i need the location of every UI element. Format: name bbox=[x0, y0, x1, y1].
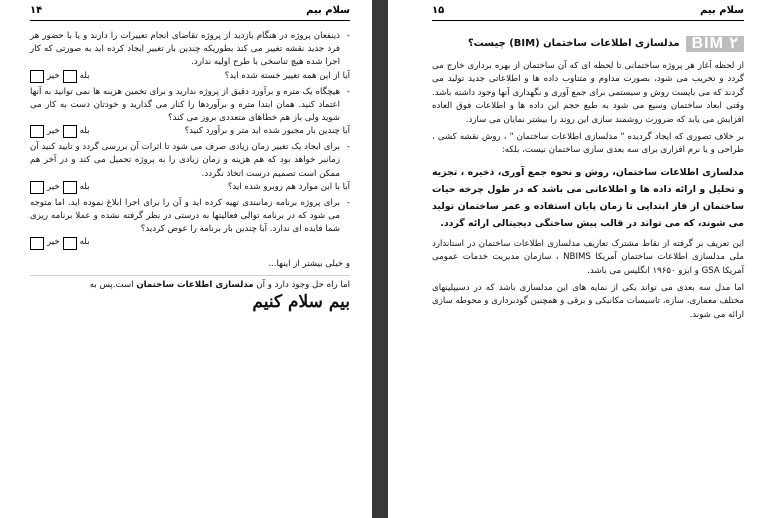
no-checkbox[interactable] bbox=[30, 70, 44, 83]
question-row bbox=[30, 181, 350, 195]
bullet-icon: - bbox=[346, 86, 350, 97]
no-label: خیر bbox=[47, 237, 60, 248]
left-page bbox=[0, 0, 372, 518]
answer-options bbox=[30, 181, 90, 194]
divider bbox=[30, 275, 350, 276]
paragraph-text: هیچگاه یک متره و برآورد دقیق از پروژه ندارید و برای تخمین هزینه ها نمی توانید به آنها اعتماد کنید. همان ابتدا متره و برآوردها را کنار می گذارید و خودتان دست به کار می شوید ولی باز هم خطاهای متعددی بروز می کند؟ bbox=[30, 86, 340, 124]
question-row bbox=[30, 70, 350, 84]
closing-text bbox=[30, 279, 350, 292]
paragraph bbox=[30, 197, 350, 237]
paragraph bbox=[30, 86, 350, 126]
answer-options bbox=[30, 125, 90, 138]
no-label: خیر bbox=[47, 181, 60, 192]
header-title: سلام بیم bbox=[700, 5, 744, 16]
paragraph-text: برای پروژه برنامه زمانبندی تهیه کرده اید و آن را برای اجرا ابلاغ نموده اید. اما متوجه می شود که در برنامه توالی فعالیتها به درستی در نظر گرفته نشده و عملا برنامه ریزی شما فایده ای ندارد. آیا چندین بار برنامه را عوض کردید؟ bbox=[30, 197, 340, 235]
right-page bbox=[388, 0, 768, 518]
answer-options bbox=[30, 70, 90, 83]
closing-prefix: اما راه حل وجود دارد و آن bbox=[256, 279, 350, 290]
closing-bold: مدلسازی اطلاعات ساختمان bbox=[136, 279, 254, 290]
paragraph-text: برای ایجاد یک تغییر زمان زیادی صرف می شود تا اثرات آن بررسی گردد و تایید کنید آن زمانبر خواهد بود که هم هزینه و زمان زیادی را به پروژه تحمیل می کند و در آخر هم ممکن است تصمیم درست اتخاذ نگردد. bbox=[30, 142, 340, 179]
paragraph: بر خلاف تصوری که ایجاد گردیده " مدلسازی اطلاعات ساختمان " ، روش نقشه کشی ، طراحی و یا نرم افزاری برای سه بعدی سازی ساختمان نیست، بلکه: bbox=[432, 131, 744, 156]
paragraph: اما مدل سه بعدی می تواند یکی از نمایه های این مدلسازی باشد که در دسیپلینهای مختلف معماری، سازه، تاسیسات مکانیکی و برقی و همچنین گودبرداری و محوطه سازی ارائه می شوند. bbox=[432, 282, 744, 320]
definition-emphasis: مدلسازی اطلاعات ساختمان، روش و نحوه جمع آوری، ذخیره ، تجزیه و تحلیل و ارائه داده ها و اطلاعاتی می باشد که در طول چرخه حیات ساختمان از فاز ابتدایی تا زمان پایان استفاده و عمر ساختمان تولید می شوند، که می تواند در قالب پیش ساختگی دیجیتالی ارائه گردد. bbox=[432, 166, 744, 229]
question-row bbox=[30, 125, 350, 139]
page-gutter bbox=[372, 0, 388, 518]
bullet-icon: - bbox=[346, 197, 350, 208]
yes-checkbox[interactable] bbox=[63, 70, 77, 83]
yes-checkbox[interactable] bbox=[63, 181, 77, 194]
section-title: مدلسازی اطلاعات ساختمان (BIM) چیست؟ bbox=[467, 38, 680, 49]
answer-options bbox=[30, 236, 90, 249]
left-page-body bbox=[30, 30, 350, 312]
bullet-icon: - bbox=[346, 31, 350, 41]
section-heading bbox=[432, 36, 744, 52]
paragraph: از لحظه آغاز هر پروژه ساختمانی تا لحظه ای که آن ساختمان از بهره برداری خارج می گردد و تخریب می شود، بصورت مداوم و متناوب داده ها و اطلاعاتی جدید تولید می گردند که می بایست روش و سیستمی برای جمع آوری و نگهداری آنها وجود داشته باشد. وقتی ابعاد ساختمان وسیع می شود به طبع حجم این داده ها و اطلاعات فوق العاده افزایش می یابد که ضرورت روشمند سازی این روند را بیشتر نمایان می سازد. bbox=[432, 60, 744, 125]
question-text: آیا چندین بار مجبور شده اید متر و برآورد کنید؟ bbox=[184, 126, 350, 137]
yes-checkbox[interactable] bbox=[63, 237, 77, 250]
bullet-icon: - bbox=[346, 142, 350, 153]
intro-text: ذینفعان پروژه در هنگام بازدید از پروژه تقاضای انجام تغییرات را دارند و یا با حضور هر فرد جدید نقشه تغییر می کند بطوریکه چندین بار تغییر ایجاد کرده اید به صورتی که کار اجرا شده هیچ تناسخی با طرح اولیه ندارد. bbox=[30, 31, 340, 68]
brand-slogan: بیم سلام کنیم bbox=[252, 291, 350, 312]
question-text: آیا با این موارد هم روبرو شده اید؟ bbox=[227, 181, 350, 192]
right-page-body bbox=[432, 36, 744, 325]
header-title: سلام بیم bbox=[306, 5, 350, 16]
no-checkbox[interactable] bbox=[30, 237, 44, 250]
paragraph bbox=[30, 141, 350, 181]
page-number: ۱۵ bbox=[432, 5, 445, 16]
yes-label: بله bbox=[79, 126, 90, 137]
intro-paragraph bbox=[30, 30, 350, 70]
no-checkbox[interactable] bbox=[30, 125, 44, 138]
page-header bbox=[432, 4, 744, 21]
more-text: و خیلی بیشتر از اینها... bbox=[268, 259, 350, 270]
question-row bbox=[30, 236, 350, 250]
page-number: ۱۴ bbox=[30, 5, 43, 16]
paragraph: این تعریف بر گرفته از نقاط مشترک تعاریف مدلسازی اطلاعات ساختمان در استاندارد ملی مدلسازی اطلاعات ساختمان آمریکا NBIMS ، سازمان مدیریت خدمات عمومی آمریکا GSA و ایزو ۱۹۶۵۰ انگلیس می باشد. bbox=[432, 238, 744, 276]
yes-checkbox[interactable] bbox=[63, 125, 77, 138]
section-badge: BIM ۲ bbox=[686, 36, 744, 52]
yes-label: بله bbox=[79, 181, 90, 192]
no-label: خیر bbox=[47, 126, 60, 137]
question-text: آیا از این همه تغییر خسته شده اید؟ bbox=[224, 70, 350, 81]
closing-suffix: است.پس به bbox=[89, 279, 134, 290]
page-header bbox=[30, 4, 350, 21]
yes-label: بله bbox=[79, 70, 90, 81]
no-checkbox[interactable] bbox=[30, 181, 44, 194]
yes-label: بله bbox=[79, 237, 90, 248]
no-label: خیر bbox=[47, 70, 60, 81]
